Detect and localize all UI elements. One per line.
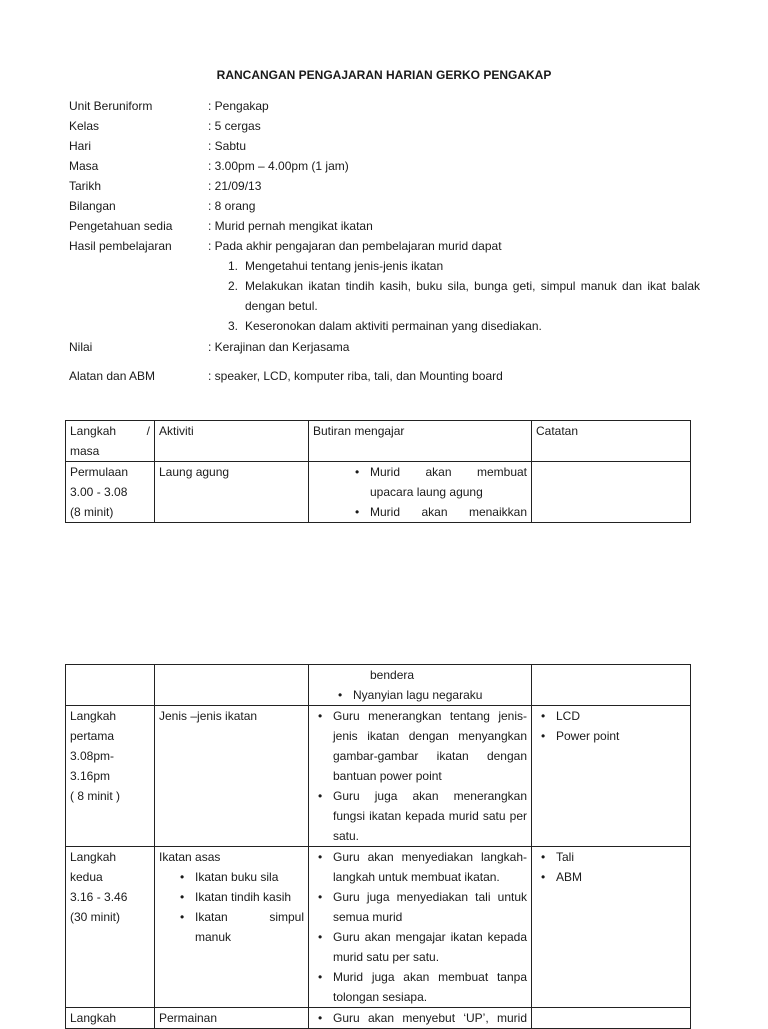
table-row — [66, 847, 691, 1008]
notes-cell — [532, 1008, 691, 1029]
detail-item: • Murid akan membuat upacara laung agung — [370, 462, 527, 502]
header-slash: / — [146, 424, 150, 438]
info-label: Nilai — [69, 340, 93, 354]
info-row-alatan — [69, 366, 709, 386]
info-row-pengetahuan — [69, 216, 709, 236]
step-cell — [66, 462, 155, 523]
info-row-kelas — [69, 116, 709, 136]
info-value: : 21/09/13 — [208, 179, 262, 193]
outcome-number: 3. — [228, 319, 239, 333]
step-line: (30 minit) — [70, 910, 121, 924]
activity-title: Ikatan asas — [159, 850, 221, 864]
info-label: Bilangan — [69, 199, 116, 213]
step-line: kedua — [70, 870, 103, 884]
step-cell — [66, 1008, 155, 1029]
note-item: • Power point — [556, 726, 686, 746]
activity-cell — [155, 847, 309, 1008]
activity-cell: Laung agung — [155, 462, 309, 523]
activity-cell: Jenis –jenis ikatan — [155, 706, 309, 847]
note-item: • LCD — [556, 706, 686, 726]
detail-item: • Murid akan menaikkan — [370, 502, 527, 522]
table-row — [66, 706, 691, 847]
info-value: : 5 cergas — [208, 119, 261, 133]
info-label: Masa — [69, 159, 99, 173]
outcome-number: 2. — [228, 279, 239, 293]
step-line: ( 8 minit ) — [70, 789, 121, 803]
outcome-text: Keseronokan dalam aktiviti permainan yang disediakan. — [245, 319, 542, 333]
info-label: Pengetahuan sedia — [69, 219, 173, 233]
notes-cell — [532, 847, 691, 1008]
header-langkah — [66, 421, 155, 462]
detail-continuation: bendera — [370, 668, 415, 682]
info-row-masa — [69, 156, 709, 176]
info-value: : 3.00pm – 4.00pm (1 jam) — [208, 159, 349, 173]
notes-cell — [532, 706, 691, 847]
step-cell — [66, 665, 155, 706]
step-line: Permulaan — [70, 465, 129, 479]
header-langkah-text: Langkah — [70, 424, 117, 438]
step-cell — [66, 706, 155, 847]
activity-item: • Ikatan buku sila — [195, 867, 304, 887]
step-line: 3.16pm — [70, 769, 111, 783]
header-aktiviti: Aktiviti — [155, 421, 309, 462]
details-cell — [309, 665, 532, 706]
info-label: Kelas — [69, 119, 100, 133]
step-cell — [66, 847, 155, 1008]
step-line: 3.08pm- — [70, 749, 115, 763]
detail-item: • Murid juga akan membuat tanpa tolongan sesiapa. — [333, 967, 527, 1007]
activity-item: • Ikatan tindih kasih — [195, 887, 304, 907]
detail-item: • Guru juga menyediakan tali untuk semua murid — [333, 887, 527, 927]
header-masa-text: masa — [70, 444, 100, 458]
step-line: 3.16 - 3.46 — [70, 890, 128, 904]
info-label: Hasil pembelajaran — [69, 239, 172, 253]
header-catatan: Catatan — [532, 421, 691, 462]
info-row-bilangan — [69, 196, 709, 216]
step-line: 3.00 - 3.08 — [70, 485, 128, 499]
detail-item: • Guru menerangkan tentang jenis-jenis ikatan dengan menyangkan gambar-gambar ikatan dengan bantuan power point — [333, 706, 527, 786]
outcome-text: Mengetahui tentang jenis-jenis ikatan — [245, 259, 444, 273]
note-item: • Tali — [556, 847, 686, 867]
info-value: : Sabtu — [208, 139, 247, 153]
table-row — [66, 665, 691, 706]
detail-item: • Guru akan menyediakan langkah-langkah untuk membuat ikatan. — [333, 847, 527, 887]
details-cell — [309, 847, 532, 1008]
info-value: : Pengakap — [208, 99, 269, 113]
info-row-hasil — [69, 236, 709, 256]
step-line: pertama — [70, 729, 115, 743]
detail-item: • Guru juga akan menerangkan fungsi ikatan kepada murid satu per satu. — [333, 786, 527, 846]
notes-cell — [532, 665, 691, 706]
info-label: Hari — [69, 139, 92, 153]
info-row-nilai — [69, 337, 709, 357]
activity-cell: Permainan — [155, 1008, 309, 1029]
activity-cell — [155, 665, 309, 706]
info-value: : Kerajinan dan Kerjasama — [208, 340, 350, 354]
detail-item: • Nyanyian lagu negaraku — [353, 685, 527, 705]
page-title: RANCANGAN PENGAJARAN HARIAN GERKO PENGAKAP — [216, 68, 552, 82]
info-value: : speaker, LCD, komputer riba, tali, dan Mounting board — [208, 369, 503, 383]
outcome-text: Melakukan ikatan tindih kasih, buku sila, bunga geti, simpul manuk dan ikat balak dengan betul. — [245, 279, 700, 313]
step-line: (8 minit) — [70, 505, 114, 519]
activity-item: • Ikatan simpul manuk — [195, 907, 304, 947]
header-butiran: Butiran mengajar — [309, 421, 532, 462]
info-value: : Pada akhir pengajaran dan pembelajaran murid dapat — [208, 239, 502, 253]
detail-item: • Guru akan mengajar ikatan kepada murid satu per satu. — [333, 927, 527, 967]
lesson-table-part2 — [65, 664, 691, 1029]
notes-cell — [532, 462, 691, 523]
info-row-unit — [69, 96, 709, 116]
details-cell — [309, 462, 532, 523]
info-label: Unit Beruniform — [69, 99, 153, 113]
table-header-row — [66, 421, 691, 462]
table-row — [66, 1008, 691, 1029]
info-label: Alatan dan ABM — [69, 369, 156, 383]
info-value: : 8 orang — [208, 199, 256, 213]
step-line: Langkah — [70, 709, 117, 723]
table-row — [66, 462, 691, 523]
details-cell — [309, 706, 532, 847]
outcome-number: 1. — [228, 259, 239, 273]
step-line: Langkah — [70, 850, 117, 864]
note-item: • ABM — [556, 867, 686, 887]
info-label: Tarikh — [69, 179, 102, 193]
info-value: : Murid pernah mengikat ikatan — [208, 219, 373, 233]
step-line: Langkah — [70, 1011, 117, 1025]
info-row-tarikh — [69, 176, 709, 196]
lesson-table-part1 — [65, 420, 691, 523]
info-row-hari — [69, 136, 709, 156]
detail-item: • Guru akan menyebut ‘UP’, murid — [333, 1008, 527, 1028]
details-cell — [309, 1008, 532, 1029]
